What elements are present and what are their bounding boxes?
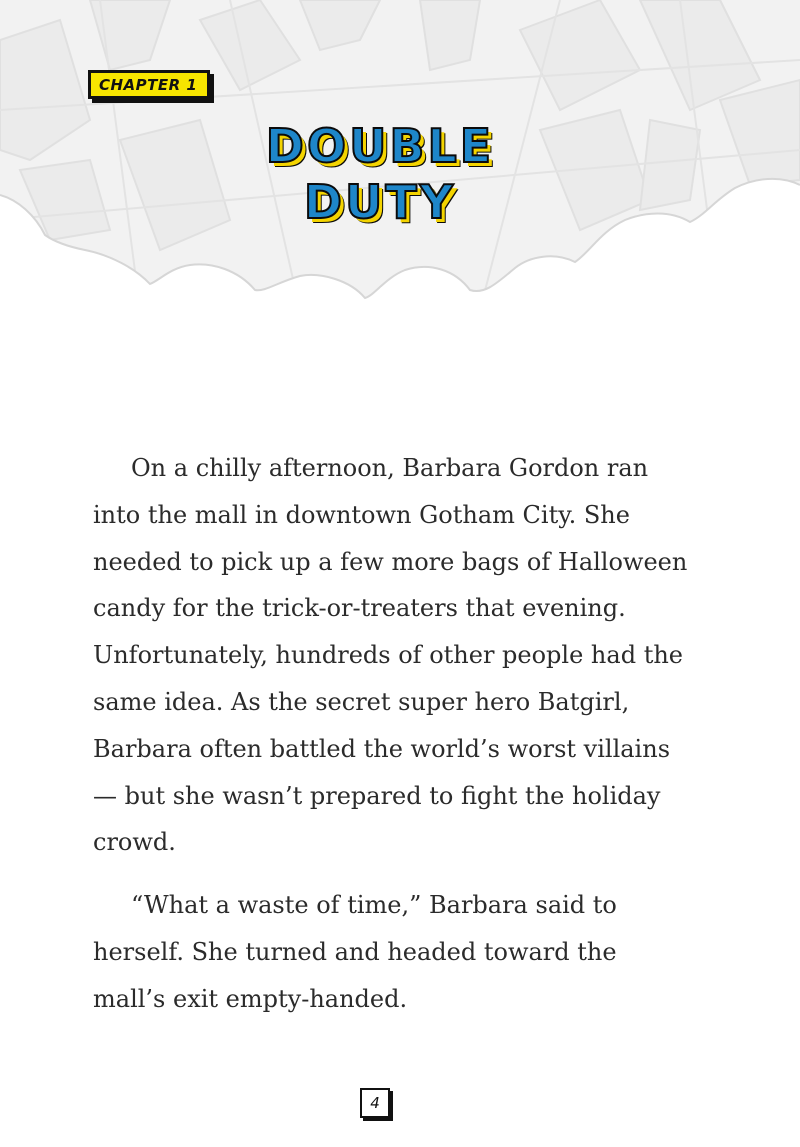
page-number: 4 <box>360 1088 390 1118</box>
chapter-title-line-1: DOUBLE <box>265 119 495 173</box>
story-paragraph: “What a waste of time,” Barbara said to herself. She turned and headed toward the mall’s exit empty-handed. <box>93 891 617 1013</box>
chapter-label: CHAPTER 1 <box>88 70 210 99</box>
story-body <box>93 445 693 1039</box>
story-paragraph: On a chilly afternoon, Barbara Gordon ran into the mall in downtown Gotham City. She needed to pick up a few more bags of Halloween candy for the trick-or-treaters that evening. Unfortunately, hundreds of other people had the same idea. As the secret super hero Batgirl, Barbara often battled the world’s worst villains — but she wasn’t prepared to fight the holiday crowd. <box>93 454 688 857</box>
chapter-title <box>220 118 540 230</box>
chapter-title-line-2: DUTY <box>303 175 457 229</box>
